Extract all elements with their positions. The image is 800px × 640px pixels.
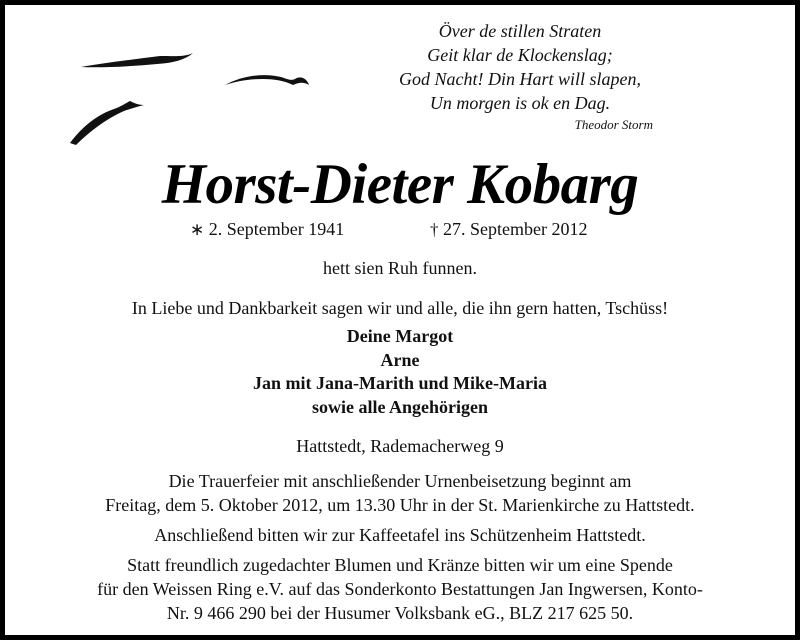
birth-star-icon: ∗ bbox=[190, 220, 205, 239]
funeral-service-info bbox=[5, 469, 795, 517]
poem-author: Theodor Storm bbox=[574, 117, 653, 132]
coffee-line: Anschließend bitten wir zur Kaffeetafel ins Schützenheim Hattstedt. bbox=[154, 525, 646, 545]
death-date-group bbox=[430, 219, 587, 240]
life-dates bbox=[5, 219, 795, 243]
address: Hattstedt, Rademacherweg 9 bbox=[296, 436, 504, 456]
donation-line: Nr. 9 466 290 bei der Husumer Volksbank eG., BLZ 217 625 50. bbox=[166, 603, 634, 623]
death-cross-icon: † bbox=[430, 220, 439, 239]
donation-info bbox=[5, 553, 795, 625]
death-date: 27. September 2012 bbox=[443, 219, 588, 239]
bird-icon bbox=[225, 75, 309, 85]
deceased-name: Horst-Dieter Kobarg bbox=[161, 153, 639, 216]
notice-body bbox=[5, 255, 795, 625]
service-line: Die Trauerfeier mit anschließender Urnenbeisetzung beginnt am bbox=[168, 471, 632, 491]
service-line: Freitag, dem 5. Oktober 2012, um 13.30 Uhr in der St. Marienkirche zu Hattstedt. bbox=[105, 495, 695, 515]
donation-line: Statt freundlich zugedachter Blumen und Kränze bitten wir um eine Spende bbox=[127, 555, 673, 575]
family-member: Arne bbox=[380, 349, 420, 370]
family-signatures bbox=[5, 325, 795, 419]
donation-line: für den Weissen Ring e.V. auf das Sonderkonto Bestattungen Jan Ingwersen, Konto- bbox=[97, 579, 703, 599]
thanks-line: In Liebe und Dankbarkeit sagen wir und alle, die ihn gern hatten, Tschüss! bbox=[131, 298, 669, 318]
birth-date-group bbox=[190, 219, 344, 240]
family-member: Deine Margot bbox=[346, 326, 454, 346]
poem-line: God Nacht! Din Hart will slapen, bbox=[399, 69, 641, 89]
birds-illustration bbox=[65, 45, 315, 155]
family-member: sowie alle Angehörigen bbox=[312, 396, 488, 417]
poem-line: Över de stillen Straten bbox=[438, 21, 602, 41]
bird-icon bbox=[81, 53, 193, 67]
bird-icon bbox=[70, 101, 144, 145]
rest-line: hett sien Ruh funnen. bbox=[323, 258, 477, 278]
poem-line: Un morgen is ok en Dag. bbox=[429, 93, 611, 113]
family-member: Jan mit Jana-Marith und Mike-Maria bbox=[253, 373, 547, 393]
birth-date: 2. September 1941 bbox=[208, 219, 345, 239]
poem bbox=[375, 19, 665, 133]
poem-line: Geit klar de Klockenslag; bbox=[427, 45, 613, 65]
